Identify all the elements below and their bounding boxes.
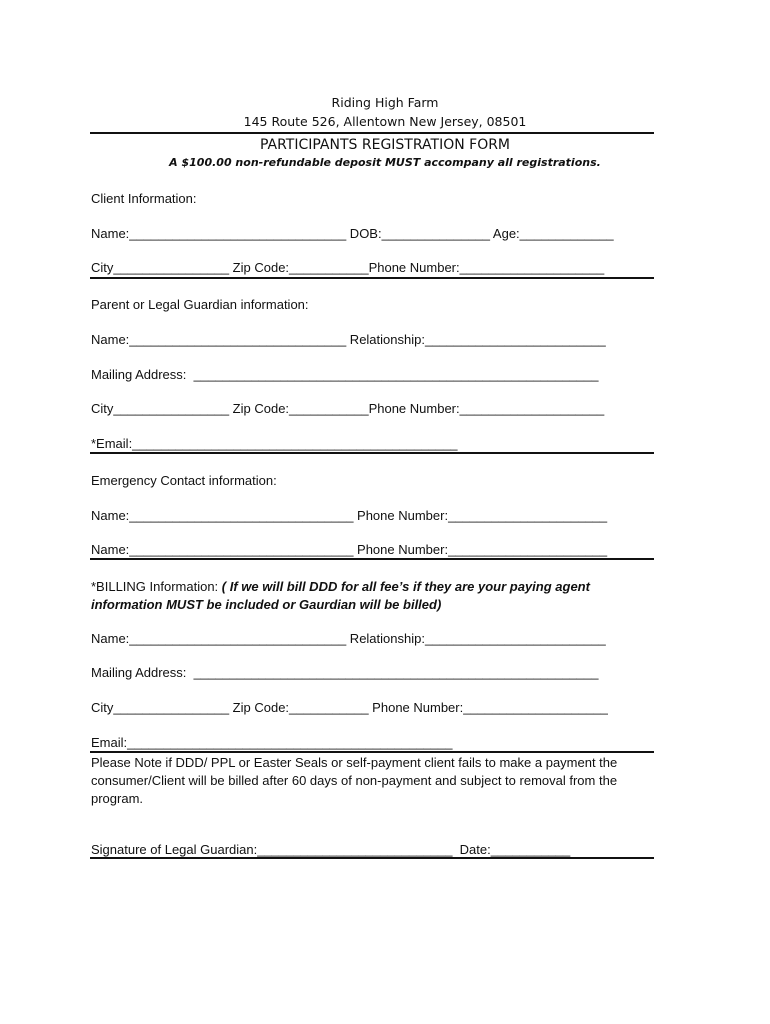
- header-rule: [90, 132, 654, 134]
- billing-heading-label: *BILLING Information:: [91, 579, 222, 594]
- guardian-name-relationship-field[interactable]: Name:______________________________ Relationship:_________________________: [91, 332, 606, 347]
- client-city-zip-phone-field[interactable]: City________________ Zip Code:___________Phone Number:____________________: [91, 260, 605, 275]
- emergency-contact-2-field[interactable]: Name:_______________________________ Phone Number:______________________: [91, 542, 608, 557]
- guardian-heading: Parent or Legal Guardian information:: [91, 297, 309, 312]
- client-heading: Client Information:: [91, 191, 197, 206]
- notice-line-2: consumer/Client will be billed after 60 days of non-payment and subject to removal from the: [91, 773, 618, 788]
- billing-heading-note-cont: information MUST be included or Gaurdian will be billed): [91, 597, 442, 612]
- footer-rule: [90, 857, 654, 859]
- billing-email-field[interactable]: Email:_____________________________________________: [91, 735, 453, 750]
- emergency-heading: Emergency Contact information:: [91, 473, 277, 488]
- deposit-notice: A $100.00 non-refundable deposit MUST accompany all registrations.: [169, 156, 601, 169]
- guardian-email-field[interactable]: *Email:_____________________________________________: [91, 436, 458, 451]
- section-rule: [90, 751, 654, 753]
- billing-heading-note: ( If we will bill DDD for all fee’s if they are your paying agent: [221, 579, 590, 594]
- notice-line-1: Please Note if DDD/ PPL or Easter Seals or self-payment client fails to make a payment the: [91, 755, 618, 770]
- client-name-dob-age-field[interactable]: Name:______________________________ DOB:_______________ Age:_____________: [91, 226, 614, 241]
- section-rule: [90, 452, 654, 454]
- guardian-mailing-address-field[interactable]: Mailing Address: ________________________________________________________: [91, 367, 599, 382]
- section-rule: [90, 277, 654, 279]
- org-name: Riding High Farm: [331, 95, 439, 110]
- billing-name-relationship-field[interactable]: Name:______________________________ Relationship:_________________________: [91, 631, 606, 646]
- billing-mailing-address-field[interactable]: Mailing Address: ________________________________________________________: [91, 665, 599, 680]
- notice-line-3: program.: [91, 791, 144, 806]
- section-rule: [90, 558, 654, 560]
- signature-date-field[interactable]: Signature of Legal Guardian:___________________________ Date:___________: [91, 842, 571, 857]
- form-title: PARTICIPANTS REGISTRATION FORM: [259, 137, 511, 153]
- emergency-contact-1-field[interactable]: Name:_______________________________ Phone Number:______________________: [91, 508, 608, 523]
- org-address: 145 Route 526, Allentown New Jersey, 08501: [243, 114, 527, 129]
- billing-heading: [91, 579, 590, 595]
- billing-city-zip-phone-field[interactable]: City________________ Zip Code:___________ Phone Number:____________________: [91, 700, 608, 715]
- guardian-city-zip-phone-field[interactable]: City________________ Zip Code:___________Phone Number:____________________: [91, 401, 605, 416]
